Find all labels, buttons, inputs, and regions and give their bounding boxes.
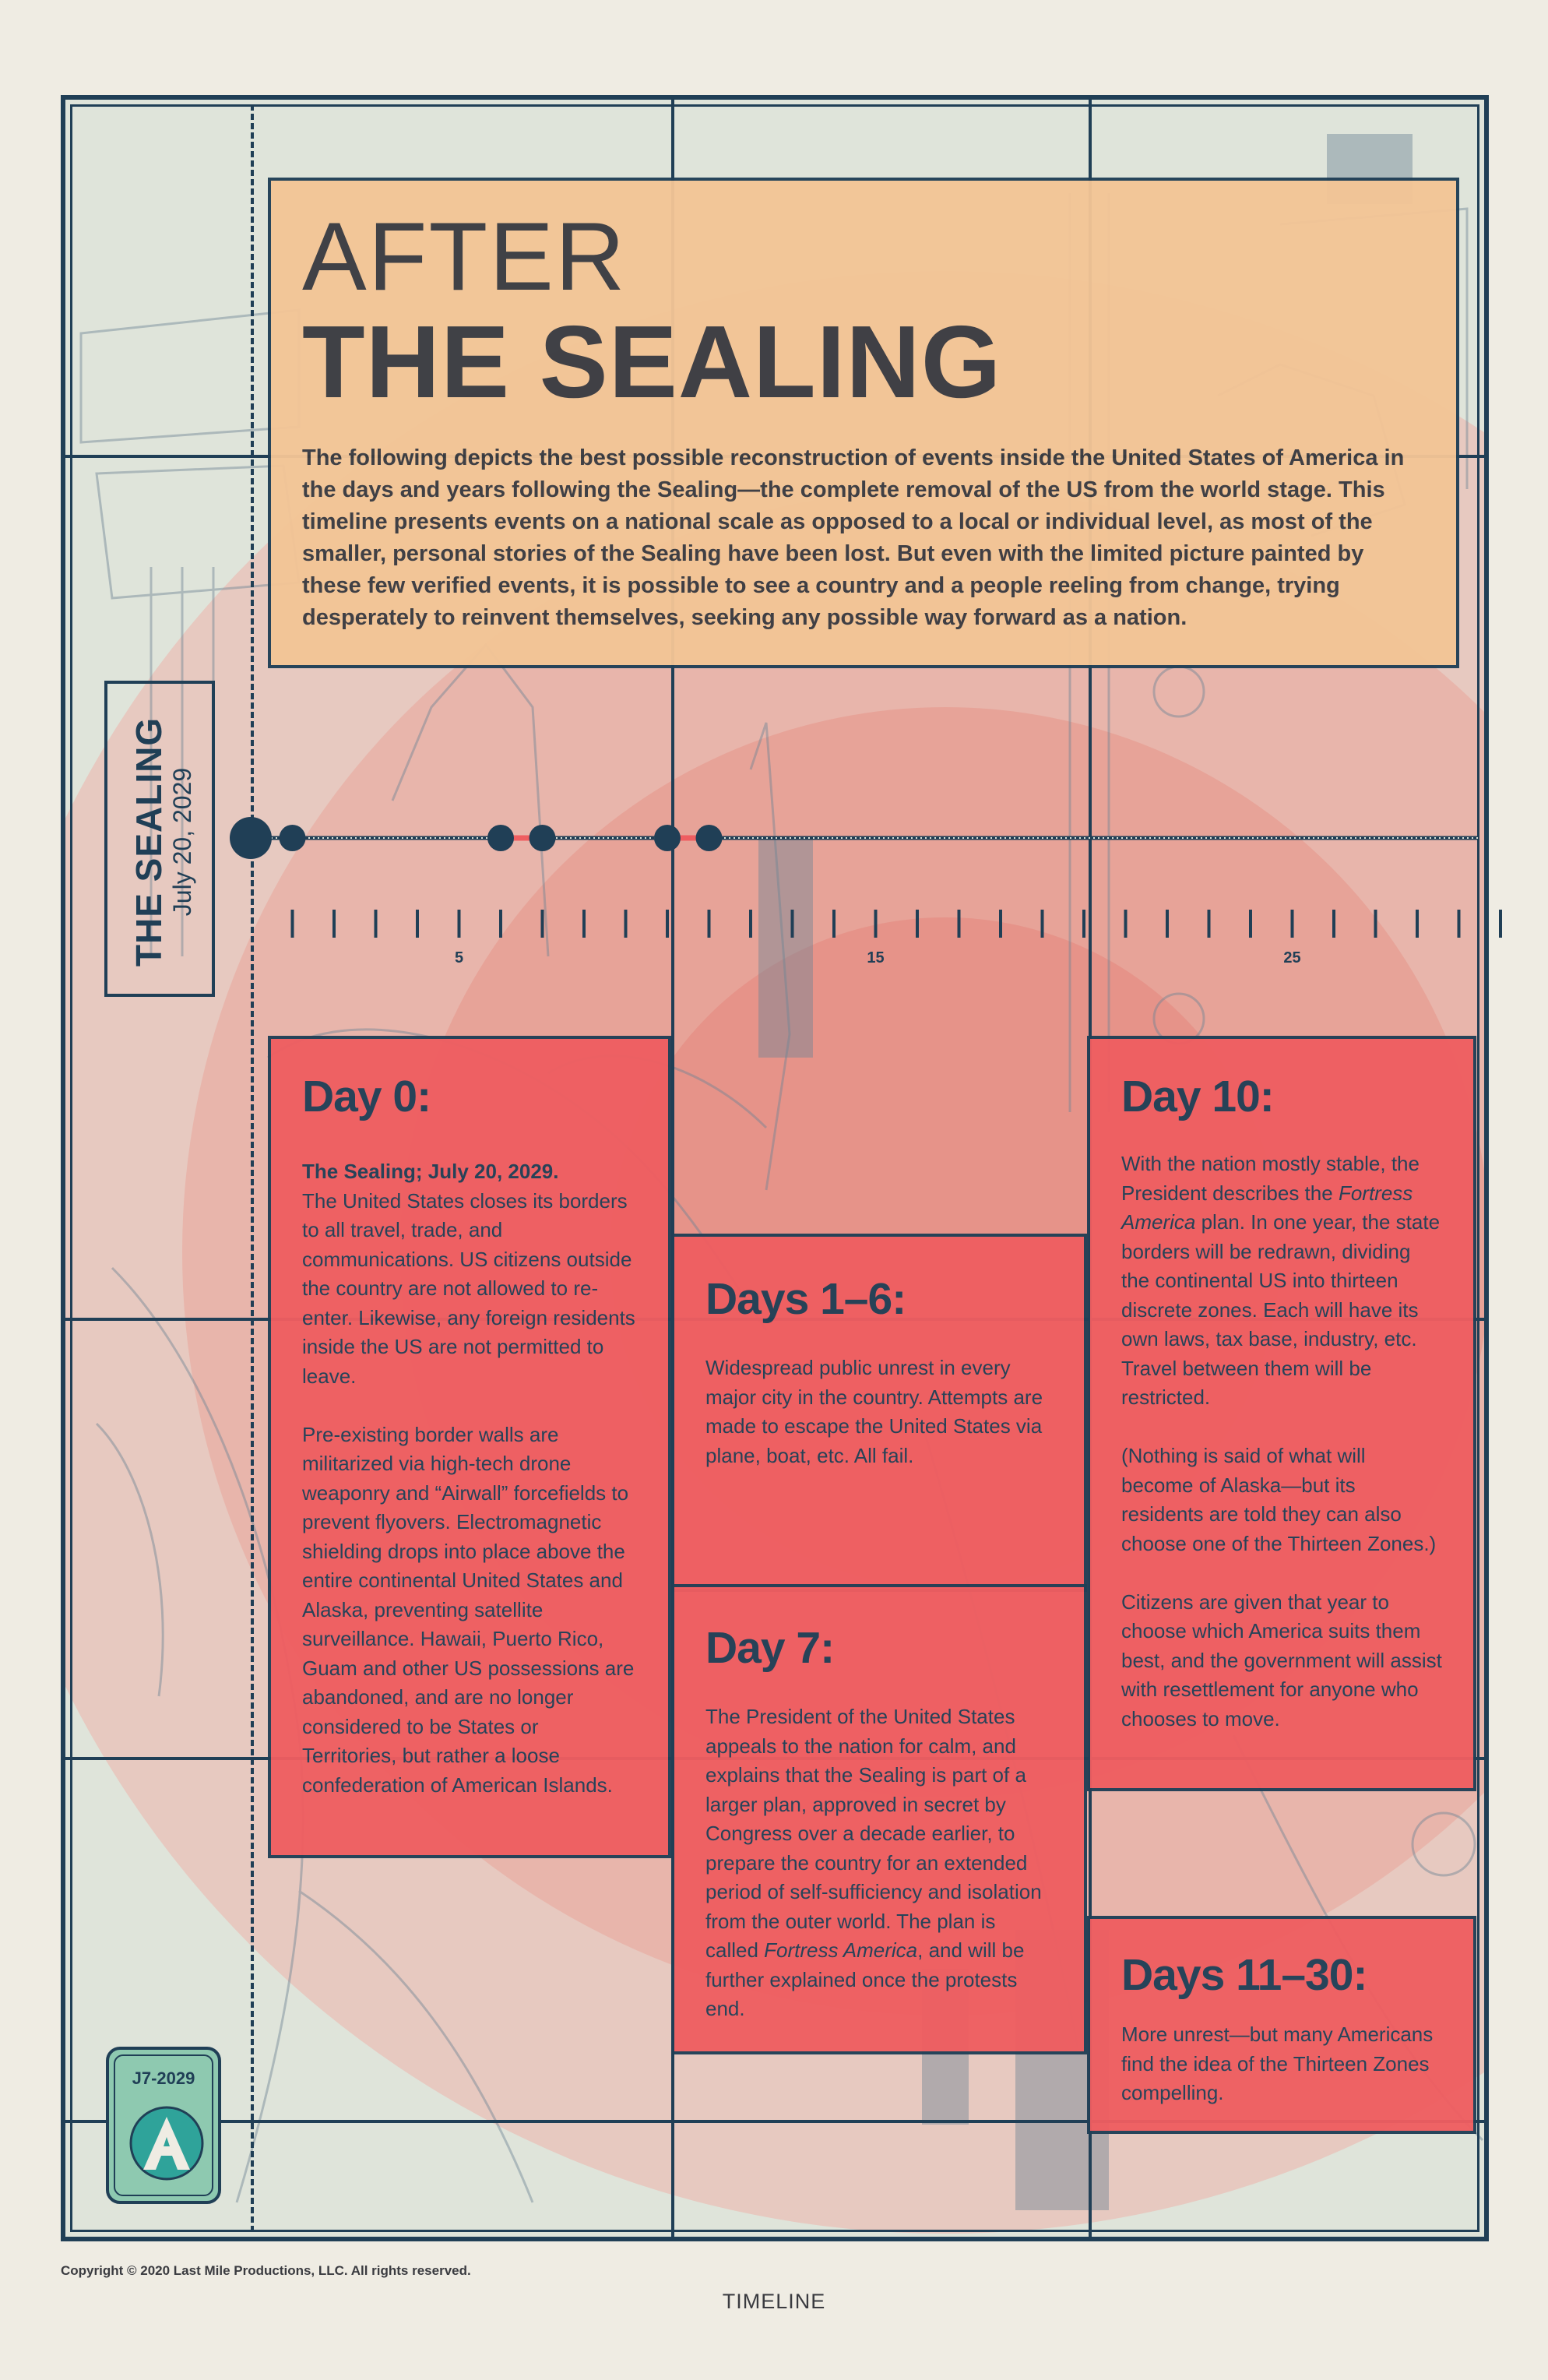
- timeline-tick-label: 15: [867, 949, 885, 966]
- event-card-day-10: [1087, 1036, 1476, 1791]
- event-text: , and will be further explained once the protests end.: [705, 1938, 1025, 2020]
- event-card-day-7: [671, 1584, 1087, 2054]
- event-title: Days 1–6:: [705, 1274, 906, 1324]
- event-card-days-11-30: [1087, 1916, 1476, 2134]
- intro-paragraph: The following depicts the best possible reconstruction of events inside the United States of America in the days and years following the Sealing—the complete removal of the US from the world stage. This timeline presents events on a national scale as opposed to a local or individual level, as most of the smaller, personal stories of the Sealing have been lost. But even with the limited picture painted by these few verified events, it is possible to see a country and a people reeling from change, trying desperately to reinvent themselves, seeking any possible way forward as a nation.: [302, 445, 1405, 630]
- timeline-sealing-dot: [230, 817, 272, 859]
- event-body: [1121, 1150, 1442, 1734]
- event-title: Day 7:: [705, 1623, 835, 1673]
- intro-panel: [268, 178, 1459, 668]
- title-after: AFTER: [302, 203, 627, 311]
- event-card-days-1-6: [671, 1234, 1087, 1592]
- timeline-event-dot: [696, 825, 723, 851]
- copyright-text: Copyright © 2020 Last Mile Productions, LLC. All rights reserved.: [61, 2263, 471, 2278]
- event-paragraph: Citizens are given that year to choose which America suits them best, and the government will assist with resettlement for anyone who chooses to move.: [1121, 1590, 1442, 1730]
- sealing-date: July 20, 2029: [168, 767, 196, 917]
- event-text: The United States closes its borders to all travel, trade, and communications. US citizens outside the country are not allowed to re-enter. Likewise, any foreign residents inside the US are not permitted to leave.: [302, 1188, 635, 1388]
- sealing-dashed-line: [251, 104, 254, 2232]
- event-paragraph: (Nothing is said of what will become of Alaska—but its residents are told they can also choose one of the Thirteen Zones.): [1121, 1444, 1437, 1555]
- event-paragraph: Pre-existing border walls are militarized via high-tech drone weaponry and “Airwall” forcefields to prevent flyovers. Electromagnetic shielding drops into place above the entire continental United States and Alaska, preventing satellite surveillance. Hawaii, Puerto Rico, Guam and other US possessions are abandoned, and are no longer considered to be States or Territories, but rather a loose confederation of American Islands.: [302, 1422, 635, 1797]
- event-title: Days 11–30:: [1121, 1950, 1367, 2000]
- event-text: The President of the United States appeals to the nation for calm, and explains that the Sealing is part of a larger plan, approved in secret by Congress over a decade earlier, to prepare the country for an extended period of self-sufficiency and isolation from the outer world. The plan is called: [705, 1705, 1042, 1962]
- event-text: plan. In one year, the state borders will be redrawn, dividing the continental US into thirteen discrete zones. Each will have its own laws, tax base, industry, etc. Travel between them will be restricted.: [1121, 1210, 1441, 1409]
- timeline: [0, 802, 1548, 973]
- event-title: Day 10:: [1121, 1072, 1274, 1121]
- event-paragraph: [1121, 1150, 1442, 1413]
- event-title: Day 0:: [302, 1072, 431, 1121]
- event-lead: The Sealing; July 20, 2029.: [302, 1160, 559, 1183]
- event-card-day-0: [268, 1036, 671, 1858]
- j7-badge: [106, 2047, 221, 2204]
- event-emphasis: Fortress America: [764, 1938, 918, 1962]
- letter-a-logo-icon: [128, 2104, 206, 2182]
- event-text: With the nation mostly stable, the President describes the: [1121, 1152, 1420, 1205]
- timeline-event-dot: [529, 825, 556, 851]
- footer-label: TIMELINE: [722, 2290, 826, 2313]
- event-emphasis: Fortress America: [1121, 1181, 1413, 1234]
- event-body: More unrest—but many Americans find the idea of the Thirteen Zones compelling.: [1121, 2023, 1434, 2104]
- event-body: [705, 1702, 1053, 2024]
- timeline-event-dot: [654, 825, 681, 851]
- event-body: [302, 1157, 637, 1800]
- event-body: Widespread public unrest in every major city in the country. Attempts are made to escape the United States via plane, boat, etc. All fail.: [705, 1356, 1043, 1467]
- timeline-event-dot: [280, 825, 306, 851]
- badge-code: J7-2029: [132, 2068, 195, 2088]
- timeline-event-dot: [487, 825, 514, 851]
- event-paragraph: [302, 1157, 637, 1391]
- timeline-tick-label: 25: [1283, 949, 1301, 966]
- sealing-label: THE SEALING: [128, 716, 169, 967]
- timeline-tick-label: 5: [454, 949, 464, 966]
- title-the-sealing: THE SEALING: [302, 305, 1002, 419]
